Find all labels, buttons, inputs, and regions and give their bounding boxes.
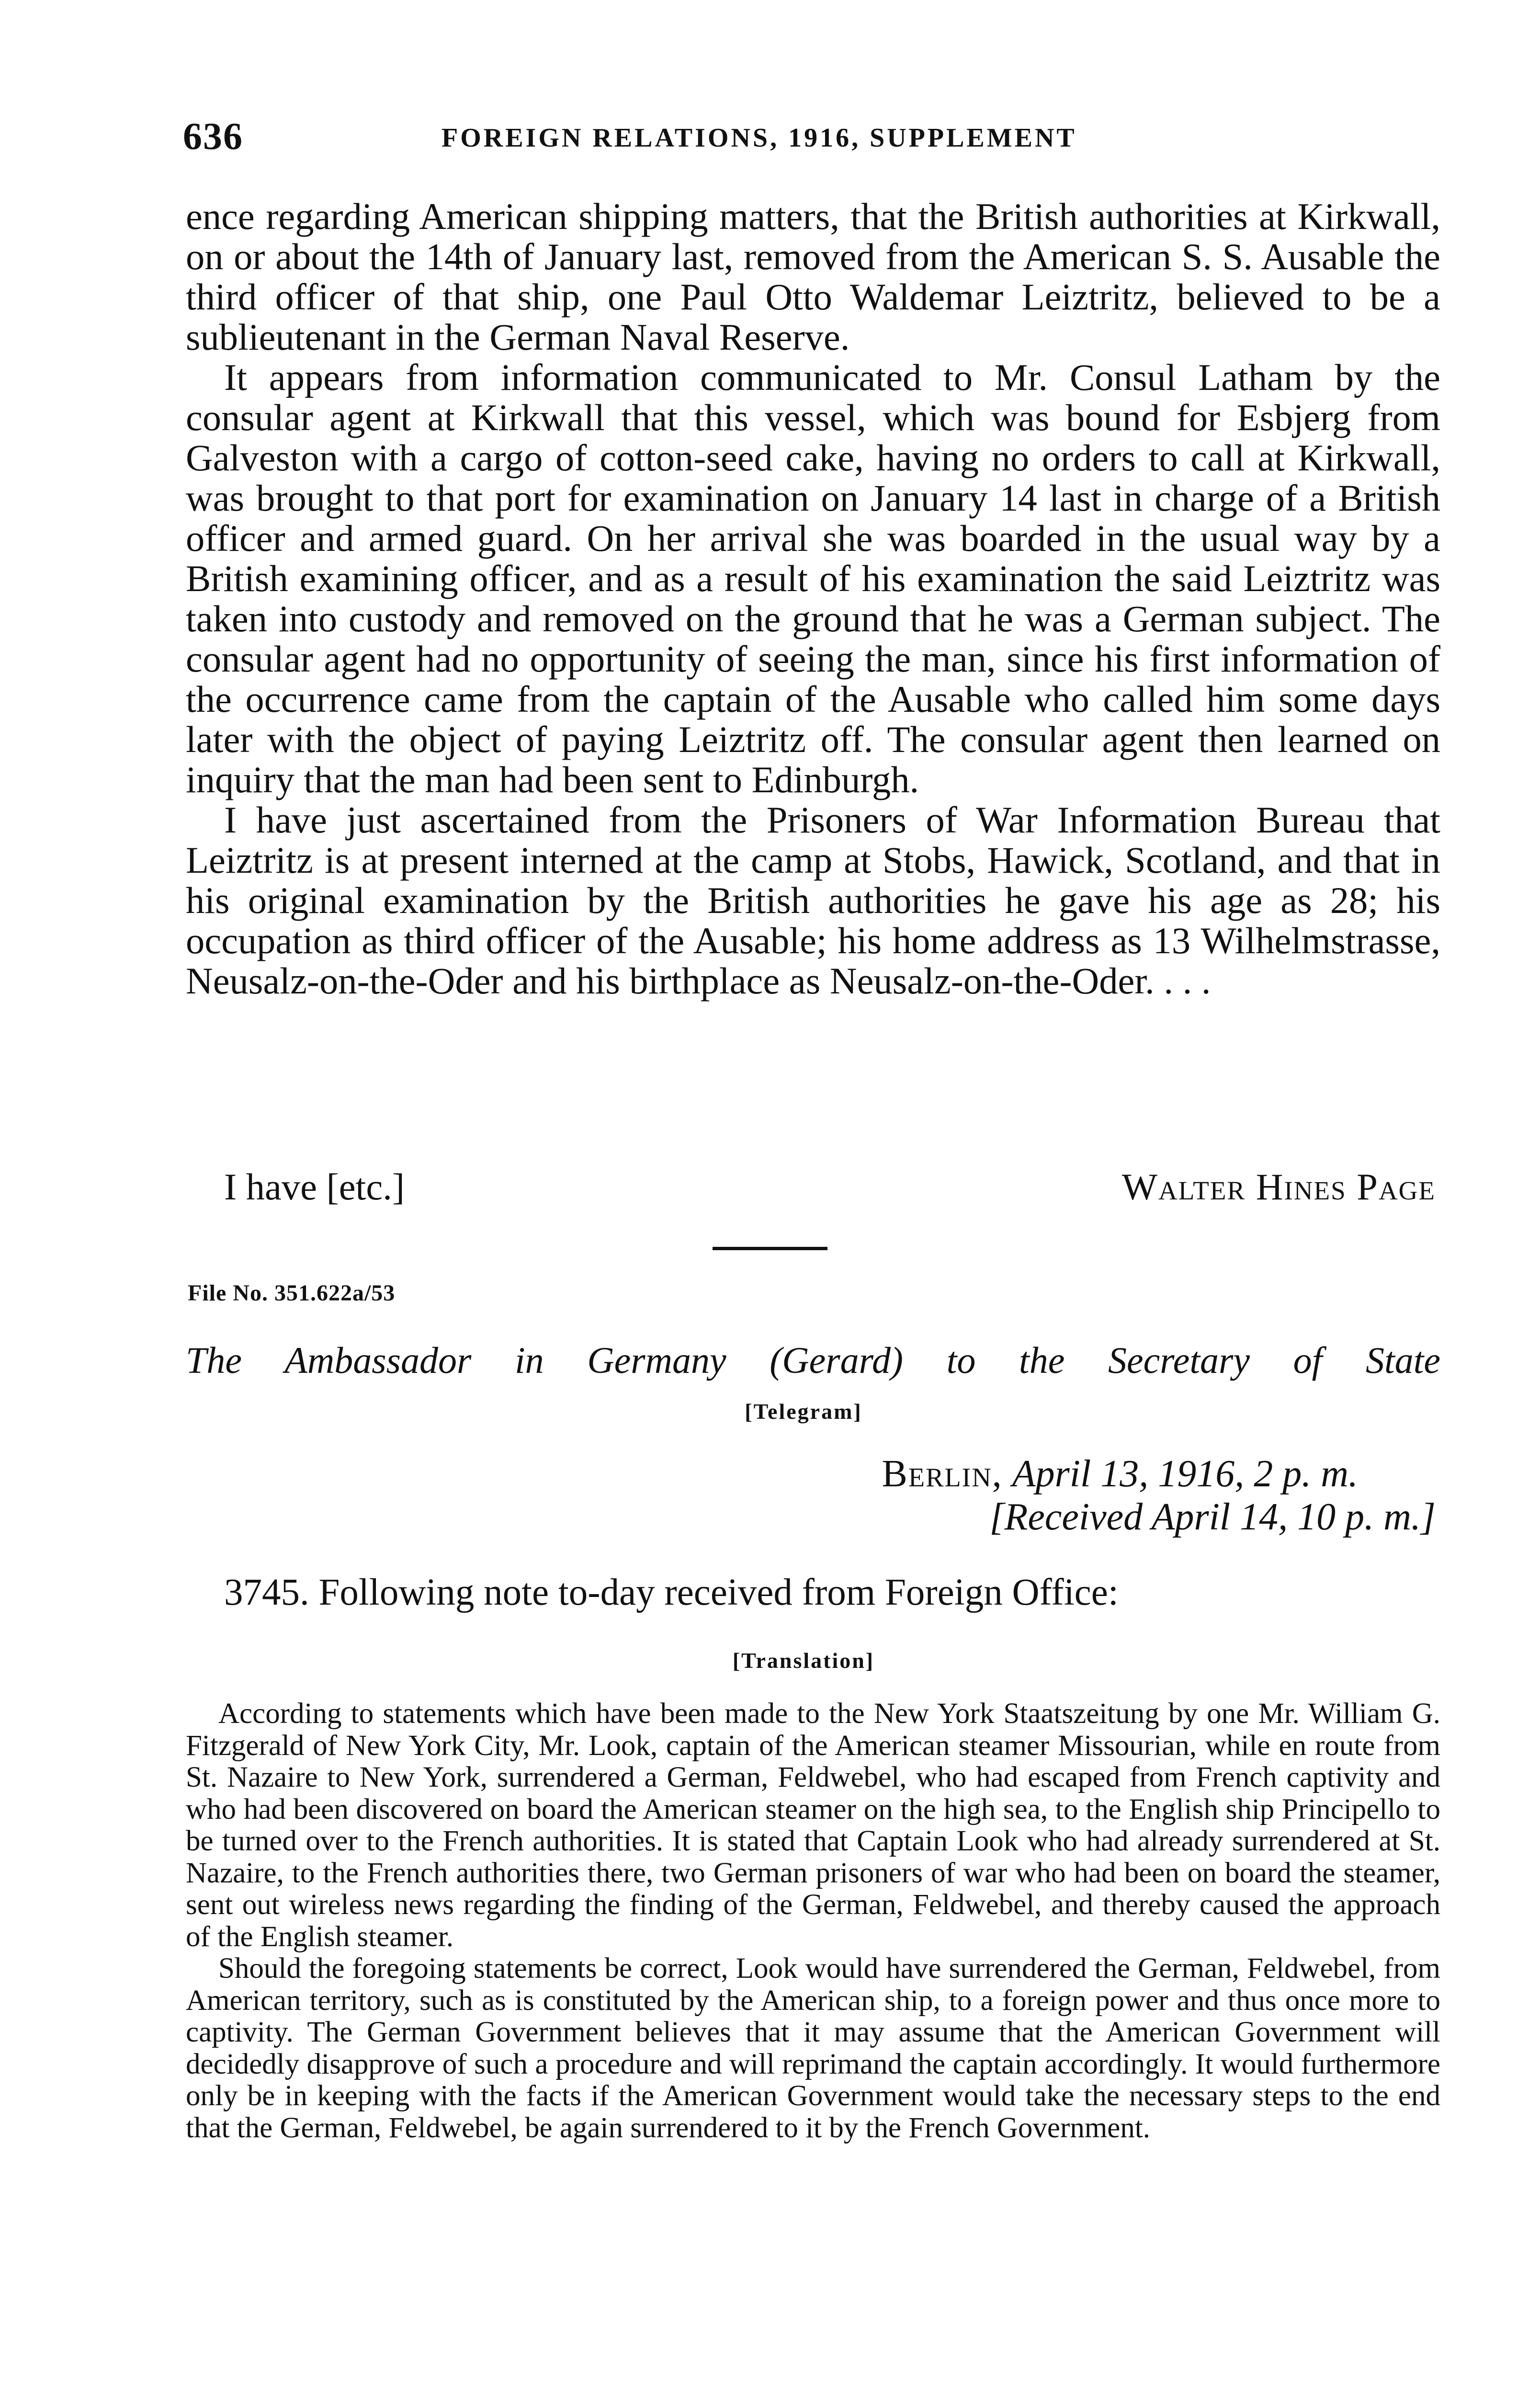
letter-paragraph-2: It appears from information communicated to Mr. Consul Latham by the consular agent at Kirkwall that this vessel, which was bound for Esbjerg from Galveston with a cargo of cotton-seed cake, having no orders to call at Kirkwall, was brought to that port for examination on January 14 last in charge of a British officer and armed guard. On her arrival she was boarded in the usual way by a British examining officer, and as a result of his examination the said Leiztritz was taken into custody and removed on the ground that he was a German subject. The consular agent had no opportunity of seeing the man, since his first information of the occurrence came from the captain of the Ausable who called him some days later with the object of paying Leiztritz off. The consular agent then learned on inquiry that the man had been sent to Edinburgh. bbox=[186, 356, 1440, 800]
letter-paragraph-3: I have just ascertained from the Prisoners of War Information Bureau that Leiztritz is at present interned at the camp at Stobs, Hawick, Scotland, and that in his original examination by the British authorities he gave his age as 28; his occupation as third officer of the Ausable; his home address as 13 Wilhelmstrasse, Neusalz-on-the-Oder and his birthplace as Neusalz-on-the-Oder. . . . bbox=[186, 799, 1440, 1002]
dateline-received: [Received April 14, 10 p. m.] bbox=[989, 1496, 1436, 1538]
running-title: FOREIGN RELATIONS, 1916, SUPPLEMENT bbox=[442, 123, 1077, 153]
page-number: 636 bbox=[183, 115, 243, 158]
note-paragraph-2: Should the foregoing statements be correct, Look would have surrendered the German, Feldwebel, from American territory, such as is constituted by the American ship, to a foreign power and thus once more to captivity. The German Government believes that it may assume that the American Government will decidedly disapprove of such a procedure and will reprimand the captain accordingly. It would furthermore only be in keeping with the facts if the American Government would take the necessary steps to the end that the German, Feldwebel, be again surrendered to it by the French Government. bbox=[186, 1952, 1440, 2144]
dateline-sent-date: April 13, 1916, 2 p. m. bbox=[1012, 1453, 1358, 1495]
closing-formula: I have [etc.] bbox=[224, 1166, 405, 1208]
telegram-intro: 3745. Following note to-day received from Foreign Office: bbox=[224, 1572, 1119, 1613]
letter-body bbox=[186, 196, 1440, 1001]
dateline-place: Berlin, bbox=[882, 1453, 1003, 1495]
running-head bbox=[183, 115, 1447, 158]
section-divider bbox=[713, 1247, 827, 1250]
file-number: File No. 351.622a/53 bbox=[188, 1280, 396, 1306]
translated-note bbox=[186, 1698, 1440, 2144]
translation-label: [Translation] bbox=[732, 1648, 875, 1673]
dateline-sent bbox=[882, 1454, 1358, 1494]
letter-paragraph-1: ence regarding American shipping matters, that the British authorities at Kirkwall, on or about the 14th of January last, removed from the American S. S. Ausable the third officer of that ship, one Paul Otto Waldemar Leiztritz, believed to be a sublieutenant in the German Naval Reserve. bbox=[186, 195, 1440, 358]
document-heading: The Ambassador in Germany (Gerard) to the Secretary of State bbox=[186, 1339, 1440, 1381]
telegram-label: [Telegram] bbox=[745, 1399, 862, 1424]
note-paragraph-1: According to statements which have been made to the New York Staatszeitung by one Mr. William G. Fitzgerald of New York City, Mr. Look, captain of the American steamer Missourian, while en route from St. Nazaire to New York, surrendered a German, Feldwebel, who had escaped from French captivity and who had been discovered on board the American steamer on the high sea, to the English ship Principello to be turned over to the French authorities. It is stated that Captain Look who had already surrendered at St. Nazaire, to the French authorities there, two German prisoners of war who had been on board the steamer, sent out wireless news regarding the finding of the German, Feldwebel, and thereby caused the approach of the English steamer. bbox=[186, 1698, 1440, 1953]
signature: Walter Hines Page bbox=[1121, 1166, 1436, 1208]
